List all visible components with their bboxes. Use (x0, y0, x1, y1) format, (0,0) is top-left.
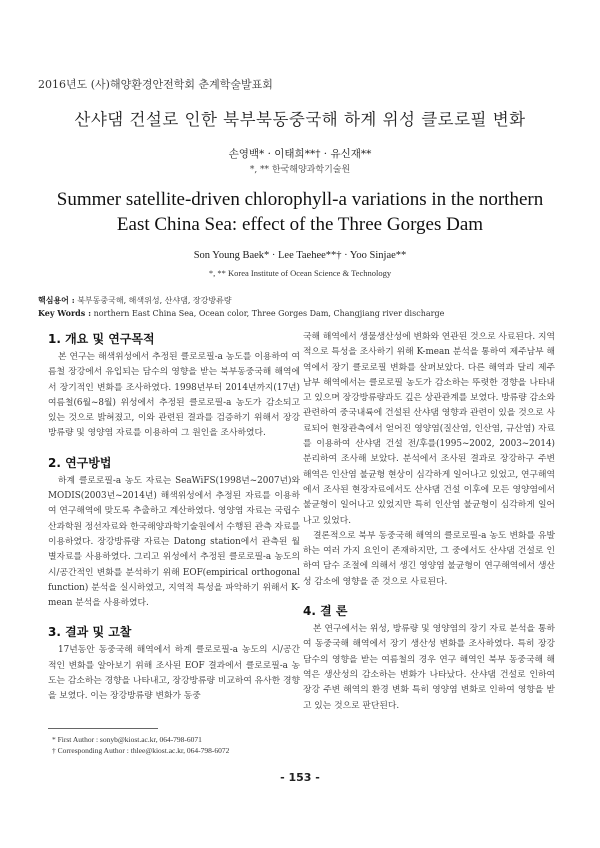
conference-header: 2016년도 (사)해양환경안전학회 춘계학술발표회 (38, 78, 273, 91)
left-column (48, 330, 300, 717)
section-body: 결론적으로 북부 동중국해 해역의 클로로필-a 농도 변화를 유발하는 여러 가지 요인이 존재하지만, 그 중에서도 산샤댐 건설로 인하여 담수 조절에 의해서 생긴 영양염 불균형이 연구해역에서 생산성 감소에 영향을 준 것으로 사료된다. (303, 530, 555, 587)
keywords-english (38, 307, 444, 320)
title-korean: 산샤댐 건설로 인한 북부북동중국해 하계 위성 클로로필 변화 (74, 110, 526, 129)
keywords-korean-text: 북부동중국해, 해색위성, 산샤댐, 장강방류량 (74, 296, 232, 305)
section-heading: 2. 연구방법 (48, 455, 112, 470)
section-results-continued (303, 330, 555, 590)
page-number: - 153 - (280, 771, 320, 784)
section-methods (48, 454, 300, 612)
section-results (48, 623, 300, 704)
section-heading: 1. 개요 및 연구목적 (48, 332, 155, 346)
footnote-divider (48, 728, 158, 729)
keywords-english-label: Key Words : (38, 308, 92, 318)
keywords-english-text: northern East China Sea, Ocean color, Three Gorges Dam, Changjiang river discharge (91, 309, 445, 318)
keywords-block (38, 294, 444, 320)
section-body: 국해 해역에서 생물생산성에 변화와 연관된 것으로 사료된다. 지역적으로 특성을 조사하기 위해 K-mean 분석을 통하여 제주남부 해역에서 장기 클로로필 변화를 살펴보았다. 다른 해역과 달리 제주남부 해역에서는 클로로필 농도가 감소하는 뚜렷한 경향을 나타내고 있으며 장강방류량과도 깊은 상관관계를 보였다. 방류량 감소와 관련하여 중국내륙에 건설된 산샤댐 영향과 관련이 있을 것으로 사료되어 현장관측에서 얻어진 영양염(질산염, 인산염, 규산염) 자료를 이용하여 산샤댐 건설 전/후를(1995~2002, 2003~2014) 분리하여 조사해 보았다. 분석에서 조사된 결과로 장강하구 주변 해역은 인산염 불균형 현상이 심각하게 일어나고 있었고, 연구해역에서 조사된 현장자료에서도 산샤댐 건설 이후에 모든 영양염에서 불균형이 일어나고 있었지만 특히 인산염 불균형이 심각하게 일어나고 있었다. (303, 332, 555, 526)
section-conclusion (303, 602, 555, 714)
keywords-korean (38, 294, 444, 307)
title-english: Summer satellite-driven chlorophyll-a variations in the northern East China Sea: effect of the Three Gorges Dam (56, 189, 544, 235)
footnotes (52, 734, 229, 756)
authors-korean: 손영백* · 이태희**† · 유신재** (228, 148, 372, 160)
section-body: 17년동안 동중국해 해역에서 하계 클로로필-a 농도의 시/공간적인 변화를 알아보기 위해 조사된 EOF 결과에서 클로로필-a 농도는 감소하는 경향을 나타내고, 장강방류량 비교하여 유사한 경향을 보였다. 이는 장강방류량 변화가 동중 (48, 645, 300, 702)
authors-english: Son Young Baek* · Lee Taehee**† · Yoo Sinjae** (193, 250, 407, 261)
affiliation-korean: *, ** 한국해양과학기술원 (249, 165, 351, 175)
affiliation-english: *, ** Korea Institute of Ocean Science & Technology (208, 268, 392, 278)
footnote-first-author: * First Author : sonyb@kiost.ac.kr, 064-798-6071 (52, 735, 202, 744)
keywords-korean-label: 핵심용어 : (38, 295, 75, 305)
section-heading: 4. 결 론 (303, 604, 348, 619)
right-column (303, 330, 555, 726)
section-body: 본 연구는 해색위성에서 추정된 클로로필-a 농도를 이용하여 여름철 장강에서 유입되는 담수의 영향을 받는 북부동중국해 해역에서 장기적인 변화를 조사하였다. 1998년부터 2014년까지(17년) 여름철(6월~8월) 위성에서 추정된 클로로필-a 농도가 감소되고 있는 것으로 밝혀졌고, 이와 관련된 결과를 검증하기 위해서 장강방류량 및 영양염 자료를 이용하여 그 원인을 조사하였다. (48, 352, 300, 439)
section-overview (48, 330, 300, 442)
section-body: 하계 클로로필-a 농도 자료는 SeaWiFS(1998년~2007년)와 MODIS(2003년~2014년) 해색위성에서 추정된 자료를 이용하여 연구해역에 맞도록 추출하고 계산하였다. 영양염 자료는 국립수산과학원 정선자료와 한국해양과학기술원에서 수행된 관측 자료를 이용하였다. 장강방류량 자료는 Datong station에서 관측된 월별자료를 사용하였다. 그리고 위성에서 추정된 클로로필-a 농도의 시/공간적인 변화를 분석하기 위해 EOF(empirical orthogonal function) 분석을 실시하였고, 지역적 특성을 파악하기 위해서 K-mean 분석을 사용하였다. (48, 475, 300, 609)
section-body: 본 연구에서는 위성, 방류량 및 영양염의 장기 자료 분석을 통하여 동중국해 해역에서 장기 생산성 변화를 조사하였다. 특히 장강 담수의 영향을 받는 여름철의 경우 연구 해역인 북부 동중국해 해역은 생산성의 감소하는 변화가 나타났다. 산샤댐 건설로 인하여 장강 주변 해역의 환경 변화 특히 영양염 변화로 인하여 영향을 받고 있는 것으로 판단된다. (303, 624, 555, 711)
section-heading: 3. 결과 및 고찰 (48, 625, 132, 640)
footnote-corresponding-author: † Corresponding Author : thlee@kiost.ac.kr, 064-798-6072 (52, 746, 230, 755)
